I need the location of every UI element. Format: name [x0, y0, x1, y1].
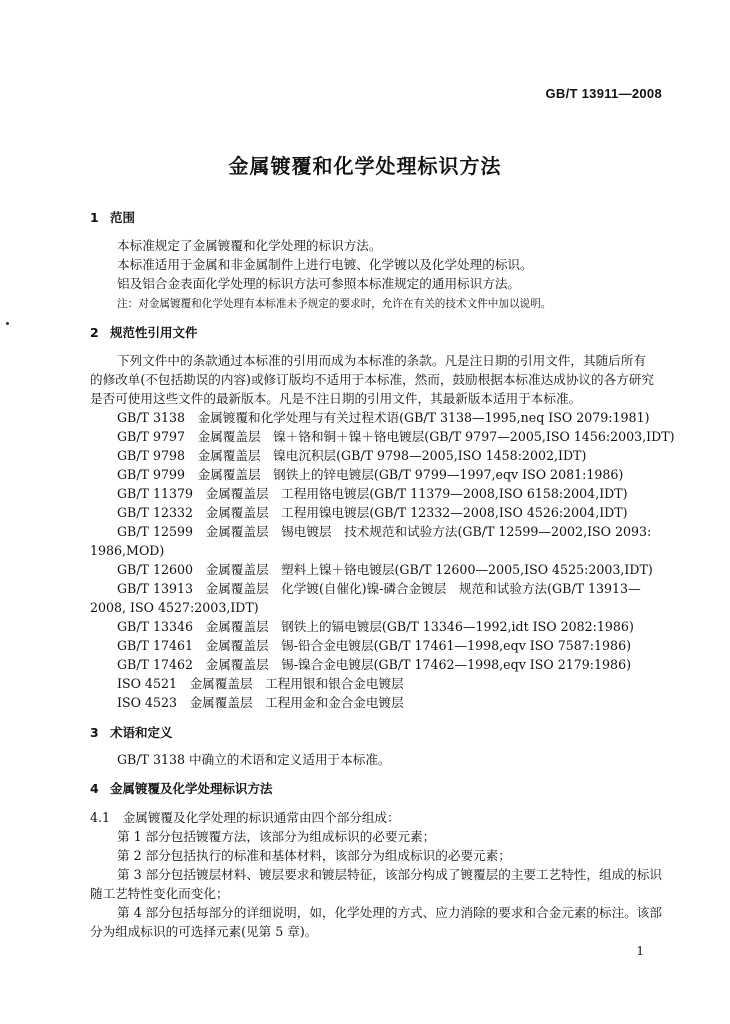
section-4-part: 第 1 部分包括镀覆方法，该部分为组成标识的必要元素；	[117, 829, 436, 844]
section-4-part-continued: 随工艺特性变化而变化；	[90, 886, 229, 901]
reference-item: GB/T 9798 金属覆盖层 镍电沉积层(GB/T 9798—2005,ISO 1458:2002,IDT)	[117, 448, 587, 463]
section-4-heading: 4 金属镀覆及化学处理标识方法	[90, 781, 273, 796]
margin-mark	[6, 322, 9, 325]
reference-item: GB/T 12332 金属覆盖层 工程用镍电镀层(GB/T 12332—2008,ISO 4526:2004,IDT)	[117, 505, 628, 520]
page-number: 1	[636, 944, 644, 958]
section-2-intro: 的修改单(不包括勘误的内容)或修订版均不适用于本标准，然而，鼓励根据本标准达成协议的各方研究	[90, 372, 654, 387]
section-4-part: 第 3 部分包括镀层材料、镀层要求和镀层特征，该部分构成了镀覆层的主要工艺特性，组成的标识	[117, 867, 662, 882]
section-3-paragraph: GB/T 3138 中确立的术语和定义适用于本标准。	[117, 752, 391, 767]
section-2-heading: 2 规范性引用文件	[90, 325, 198, 340]
reference-item: GB/T 9799 金属覆盖层 钢铁上的锌电镀层(GB/T 9799—1997,eqv ISO 2081:1986)	[117, 467, 624, 482]
reference-item: GB/T 12600 金属覆盖层 塑料上镍＋铬电镀层(GB/T 12600—2005,ISO 4525:2003,IDT)	[117, 562, 653, 577]
reference-item: GB/T 17461 金属覆盖层 锡-铅合金电镀层(GB/T 17461—1998,eqv ISO 7587:1986)	[117, 638, 631, 653]
reference-item: ISO 4523 金属覆盖层 工程用金和金合金电镀层	[117, 695, 404, 710]
reference-item: GB/T 3138 金属镀覆和化学处理与有关过程术语(GB/T 3138—1995,neq ISO 2079:1981)	[117, 410, 650, 425]
reference-item-continued: 2008, ISO 4527:2003,IDT)	[90, 600, 259, 615]
section-4-part: 第 2 部分包括执行的标准和基体材料，该部分为组成标识的必要元素；	[117, 848, 511, 863]
subsection-4-1-lead: 4.1 金属镀覆及化学处理的标识通常由四个部分组成：	[90, 810, 400, 825]
section-1-paragraph: 本标准规定了金属镀覆和化学处理的标识方法。	[117, 238, 382, 253]
reference-item: GB/T 11379 金属覆盖层 工程用铬电镀层(GB/T 11379—2008,ISO 6158:2004,IDT)	[117, 486, 628, 501]
section-4-part-continued: 分为组成标识的可选择元素(见第 5 章)。	[90, 924, 318, 939]
section-1-heading: 1 范围	[90, 210, 136, 225]
section-1-paragraph: 铝及铝合金表面化学处理的标识方法可参照本标准规定的通用标识方法。	[117, 276, 520, 291]
section-1-note: 注：对金属镀覆和化学处理有本标准未予规定的要求时，允许在有关的技术文件中加以说明。	[117, 298, 552, 310]
reference-item: GB/T 13913 金属覆盖层 化学镀(自催化)镍-磷合金镀层 规范和试验方法(GB/T 13913—	[117, 581, 641, 596]
document-title: 金属镀覆和化学处理标识方法	[228, 154, 502, 178]
section-4-part: 第 4 部分包括每部分的详细说明，如，化学处理的方式、应力消除的要求和合金元素的标注。该部	[117, 905, 662, 920]
standard-code: GB/T 13911—2008	[545, 86, 662, 101]
reference-item: GB/T 13346 金属覆盖层 钢铁上的镉电镀层(GB/T 13346—1992,idt ISO 2082:1986)	[117, 619, 634, 634]
reference-item: GB/T 12599 金属覆盖层 锡电镀层 技术规范和试验方法(GB/T 12599—2002,ISO 2093:	[117, 524, 652, 539]
section-2-intro: 下列文件中的条款通过本标准的引用而成为本标准的条款。凡是注日期的引用文件，其随后所有	[117, 353, 646, 368]
section-2-intro: 是否可使用这些文件的最新版本。凡是不注日期的引用文件，其最新版本适用于本标准。	[90, 391, 582, 406]
section-1-paragraph: 本标准适用于金属和非金属制件上进行电镀、化学镀以及化学处理的标识。	[117, 257, 533, 272]
reference-item-continued: 1986,MOD)	[90, 543, 165, 558]
reference-item: GB/T 17462 金属覆盖层 锡-镍合金电镀层(GB/T 17462—1998,eqv ISO 2179:1986)	[117, 657, 631, 672]
reference-item: ISO 4521 金属覆盖层 工程用银和银合金电镀层	[117, 676, 404, 691]
reference-item: GB/T 9797 金属覆盖层 镍＋铬和铜＋镍＋铬电镀层(GB/T 9797—2005,ISO 1456:2003,IDT)	[117, 429, 675, 444]
section-3-heading: 3 术语和定义	[90, 725, 173, 740]
